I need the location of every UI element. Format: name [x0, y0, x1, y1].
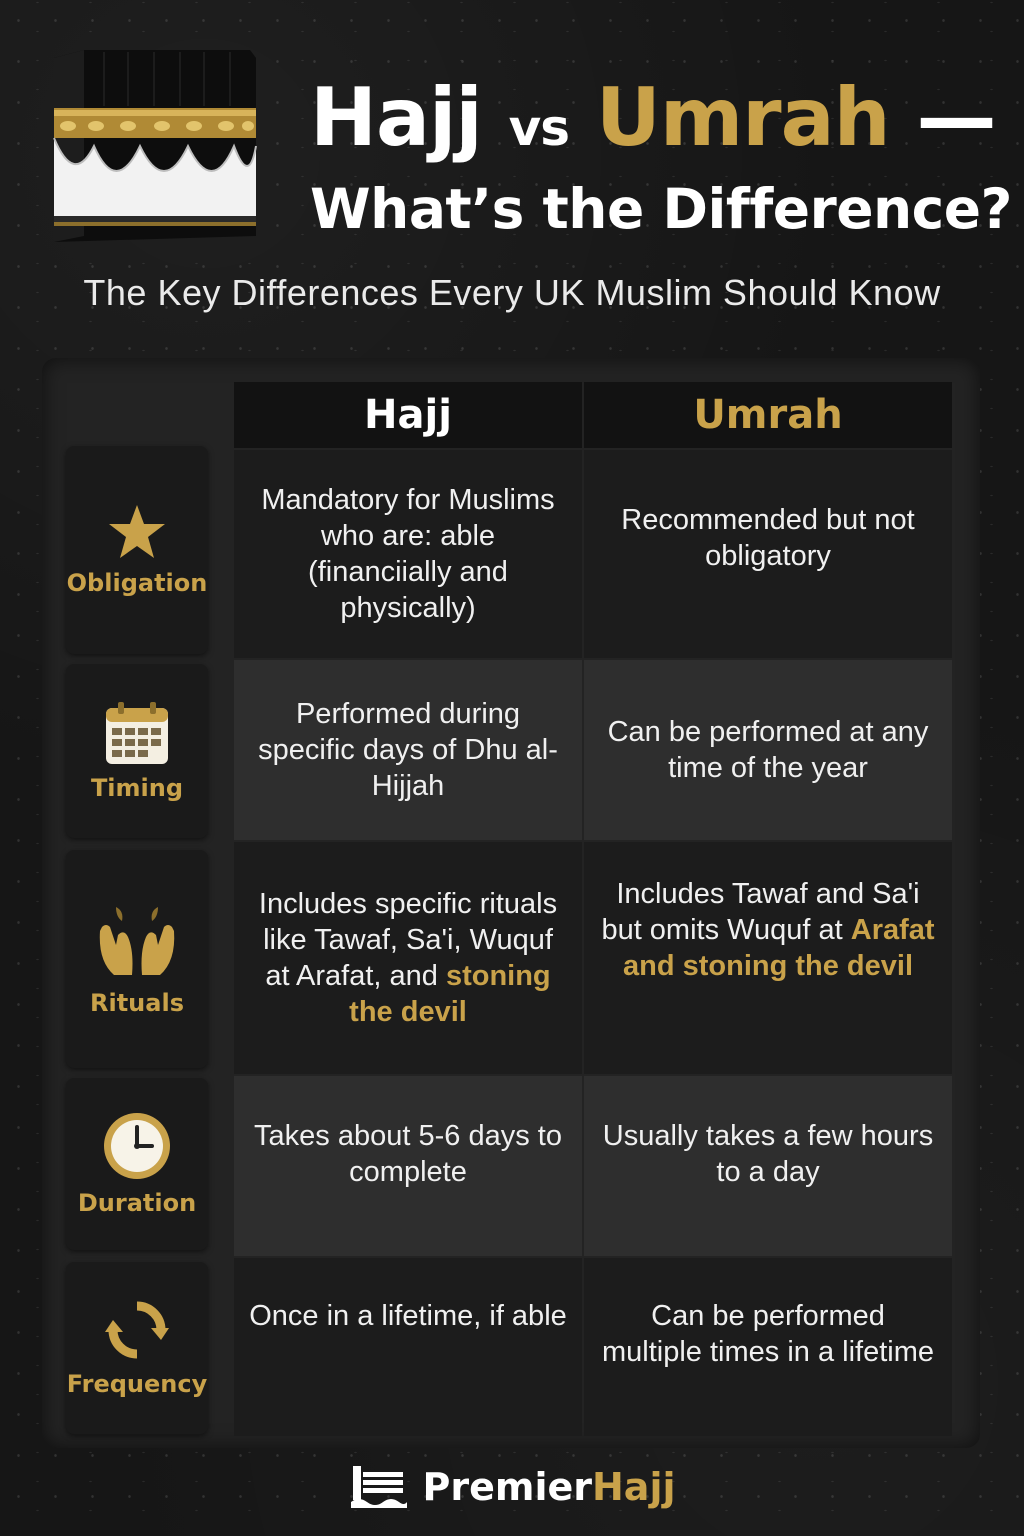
row-label-obligation: [66, 446, 208, 654]
row-label-text: Frequency: [66, 1370, 208, 1398]
row-label-text: Duration: [77, 1189, 197, 1217]
cell-umrah-frequency: Can be performed multiple times in a lifetime: [584, 1258, 952, 1436]
cell-hajj-timing: Performed during specific days of Dhu al-Hijjah: [234, 660, 582, 840]
cell-hajj-duration: Takes about 5-6 days to complete: [234, 1076, 582, 1256]
cell-umrah-timing: Can be performed at any time of the year: [584, 660, 952, 840]
clock-icon: [102, 1111, 172, 1181]
cell-hajj-rituals-text: Includes specific rituals like Tawaf, Sa'i, Wuquf at Arafat, and: [258, 888, 558, 992]
star-icon: [107, 503, 167, 561]
row-label-text: Obligation: [66, 569, 208, 597]
title-dash: —: [916, 71, 996, 164]
title-line2: What’s the Difference?: [310, 177, 1012, 241]
brand-premier: Premier: [422, 1465, 592, 1509]
praying-hands-icon: [94, 901, 180, 981]
cell-umrah-duration: Usually takes a few hours to a day: [584, 1076, 952, 1256]
cell-umrah-obligation: Recommended but not obligatory: [584, 450, 952, 658]
footer: [0, 1462, 1024, 1512]
row-label-text: Rituals: [90, 989, 184, 1017]
cell-hajj-obligation: Mandatory for Muslims who are: able (financiially and physically): [234, 450, 582, 658]
title-umrah: Umrah: [595, 71, 890, 164]
kaaba-illustration: [44, 46, 260, 246]
column-header-hajj: Hajj: [234, 382, 582, 448]
cell-hajj-rituals-highlight: stoning the devil: [349, 960, 551, 1028]
cell-umrah-rituals-text: Includes Tawaf and Sa'i but omits Wuquf at: [601, 878, 920, 946]
repeat-icon: [105, 1298, 169, 1362]
brand-hajj: Hajj: [592, 1465, 676, 1509]
calendar-icon: [104, 700, 170, 766]
cell-umrah-rituals-highlight: Arafat and stoning the devil: [622, 914, 935, 982]
row-label-timing: [66, 664, 208, 838]
column-header-umrah: Umrah: [584, 382, 952, 448]
cell-hajj-frequency: Once in a lifetime, if able: [234, 1258, 582, 1436]
row-label-frequency: [66, 1262, 208, 1434]
cell-hajj-rituals: [234, 842, 582, 1074]
cell-umrah-rituals: [584, 842, 952, 1074]
page-title: [310, 70, 1010, 244]
row-label-duration: [66, 1078, 208, 1250]
row-label-text: Timing: [90, 774, 184, 802]
title-vs: vs: [508, 99, 569, 157]
row-label-rituals: [66, 850, 208, 1068]
premier-hajj-logo-icon: [349, 1462, 409, 1512]
title-hajj: Hajj: [310, 71, 482, 164]
subtitle: The Key Differences Every UK Muslim Should Know: [83, 272, 941, 313]
brand-name: [423, 1465, 676, 1509]
